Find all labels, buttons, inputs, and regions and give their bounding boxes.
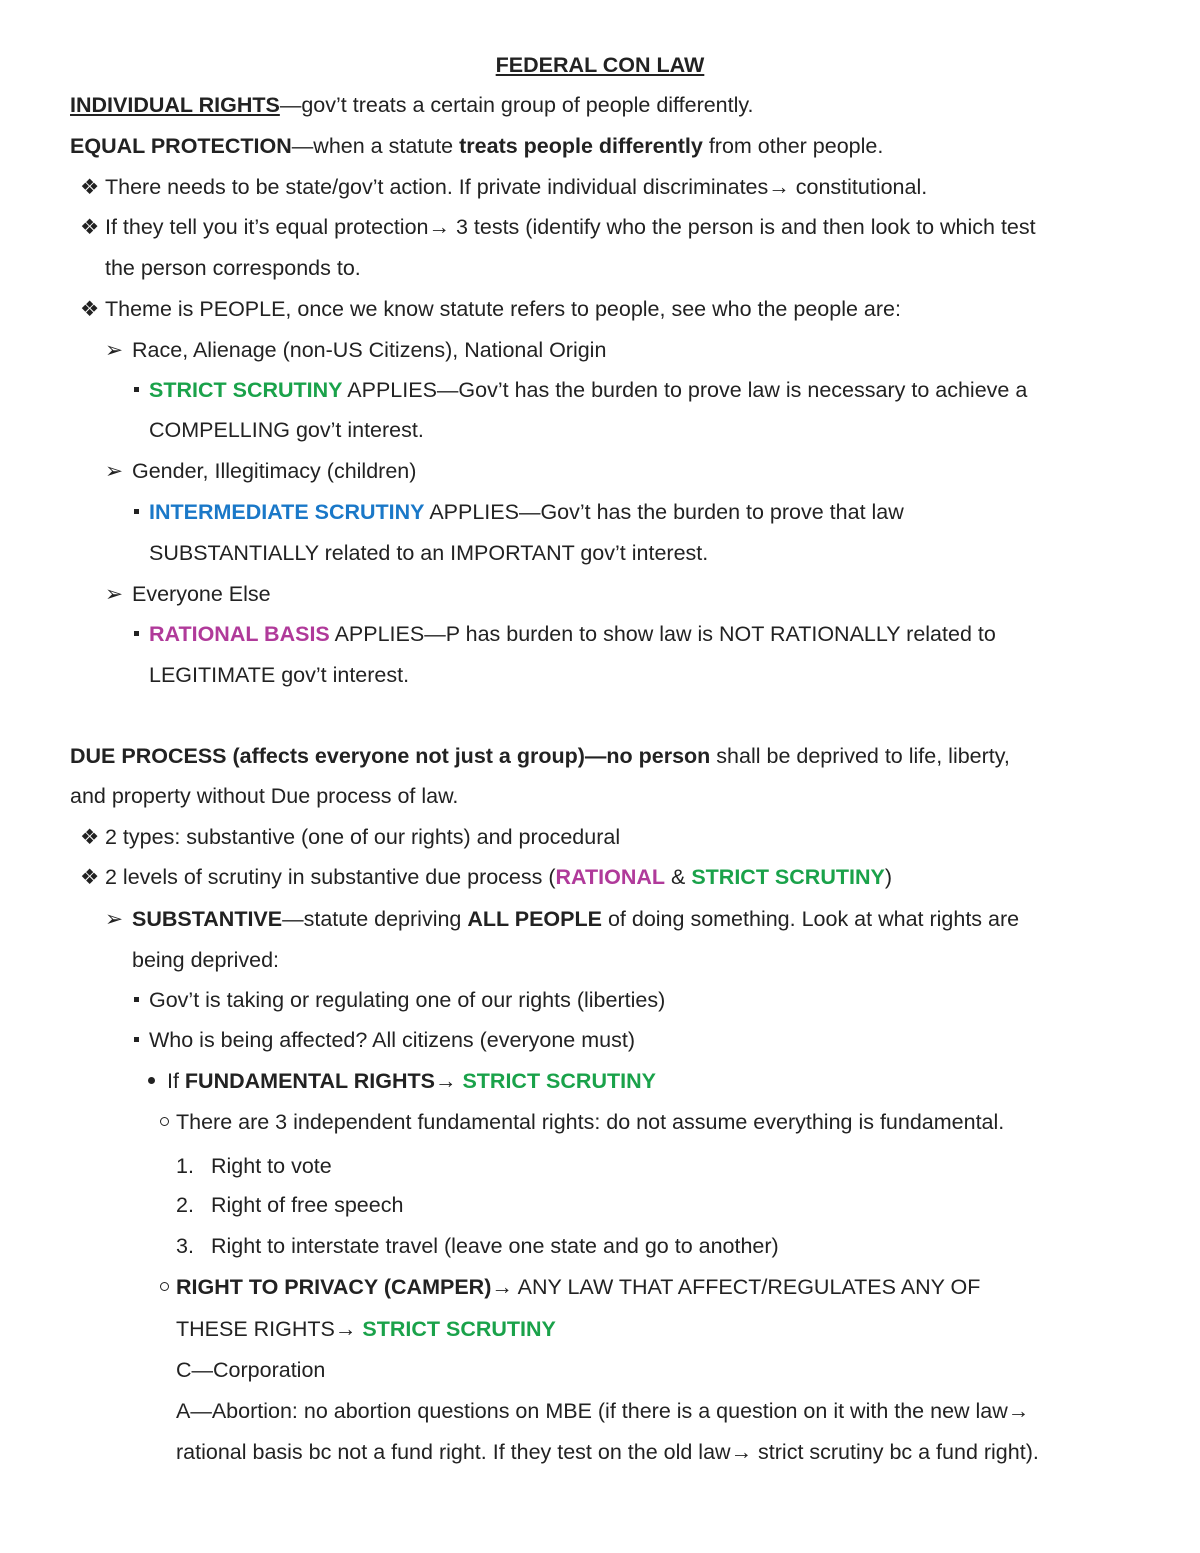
- arrow-bullet-icon: ➢: [105, 459, 124, 483]
- strict-scrutiny-rule-cont: COMPELLING gov’t interest.: [149, 418, 424, 442]
- list-item: Right to interstate travel (leave one state and go to another): [211, 1234, 779, 1258]
- diamond-bullet-icon: ❖: [80, 175, 100, 199]
- square-bullet-icon: [134, 499, 139, 525]
- individual-rights-line: INDIVIDUAL RIGHTS—gov’t treats a certain group of people differently.: [70, 93, 754, 117]
- page-title: FEDERAL CON LAW: [495, 53, 705, 77]
- diamond-bullet-icon: ❖: [80, 865, 100, 889]
- ep-bullet-1: There needs to be state/gov’t action. If private individual discriminates→ constitutional.: [105, 175, 928, 199]
- square-bullet-icon: [134, 987, 139, 1013]
- diamond-bullet-icon: ❖: [80, 215, 100, 239]
- arrow-bullet-icon: ➢: [105, 338, 124, 362]
- group-gender: Gender, Illegitimacy (children): [132, 459, 417, 483]
- list-number: 3.: [176, 1234, 194, 1258]
- right-arrow-icon: →: [334, 1317, 357, 1341]
- diamond-bullet-icon: ❖: [80, 297, 100, 321]
- substantive-line: SUBSTANTIVE—statute depriving ALL PEOPLE of doing something. Look at what rights are: [132, 907, 1020, 931]
- equal-protection-term: EQUAL PROTECTION: [70, 134, 292, 158]
- ep-bullet-3: Theme is PEOPLE, once we know statute refers to people, see who the people are:: [105, 297, 901, 321]
- camper-a-cont: rational basis bc not a fund right. If they test on the old law→ strict scrutiny bc a fund right).: [176, 1440, 1039, 1464]
- square-bullet-icon: [134, 377, 139, 403]
- intermediate-scrutiny-rule: INTERMEDIATE SCRUTINY APPLIES—Gov’t has the burden to prove that law: [149, 500, 904, 524]
- equal-protection-line: EQUAL PROTECTION—when a statute treats people differently from other people.: [70, 134, 884, 158]
- ep-bullet-2: If they tell you it’s equal protection→ 3 tests (identify who the person is and then look to which test: [105, 215, 1036, 239]
- camper-c: C—Corporation: [176, 1358, 326, 1382]
- substantive-sub-2: Who is being affected? All citizens (everyone must): [149, 1028, 635, 1052]
- list-number: 1.: [176, 1154, 194, 1178]
- intermediate-scrutiny-rule-cont: SUBSTANTIALLY related to an IMPORTANT gov’t interest.: [149, 541, 709, 565]
- independent-rights-note: There are 3 independent fundamental rights: do not assume everything is fundamental.: [176, 1110, 1005, 1134]
- due-process-cont: and property without Due process of law.: [70, 784, 459, 808]
- dot-bullet-icon: [148, 1068, 155, 1094]
- due-process-line: DUE PROCESS (affects everyone not just a group)—no person shall be deprived to life, liberty,: [70, 744, 1010, 768]
- rational-basis-rule: RATIONAL BASIS APPLIES—P has burden to show law is NOT RATIONALLY related to: [149, 622, 996, 646]
- dp-bullet-1: 2 types: substantive (one of our rights) and procedural: [105, 825, 621, 849]
- right-arrow-icon: →: [768, 175, 790, 199]
- substantive-sub-1: Gov’t is taking or regulating one of our rights (liberties): [149, 988, 666, 1012]
- group-race: Race, Alienage (non-US Citizens), National Origin: [132, 338, 607, 362]
- substantive-cont: being deprived:: [132, 948, 280, 972]
- right-arrow-icon: →: [428, 215, 450, 239]
- diamond-bullet-icon: ❖: [80, 825, 100, 849]
- fundamental-rights-line: If FUNDAMENTAL RIGHTS→ STRICT SCRUTINY: [167, 1069, 656, 1093]
- list-item: Right of free speech: [211, 1193, 404, 1217]
- right-arrow-icon: →: [434, 1069, 457, 1093]
- rational-basis-rule-cont: LEGITIMATE gov’t interest.: [149, 663, 410, 687]
- arrow-bullet-icon: ➢: [105, 582, 124, 606]
- arrow-bullet-icon: ➢: [105, 907, 124, 931]
- right-arrow-icon: →: [491, 1275, 513, 1299]
- strict-scrutiny-rule: STRICT SCRUTINY APPLIES—Gov’t has the burden to prove law is necessary to achieve a: [149, 378, 1028, 402]
- privacy-cont: THESE RIGHTS→ STRICT SCRUTINY: [176, 1317, 556, 1341]
- group-everyone-else: Everyone Else: [132, 582, 271, 606]
- circle-bullet-icon: [160, 1109, 169, 1135]
- square-bullet-icon: [134, 1027, 139, 1053]
- circle-bullet-icon: [160, 1274, 169, 1300]
- right-arrow-icon: →: [1007, 1399, 1030, 1423]
- dp-bullet-2: 2 levels of scrutiny in substantive due process (RATIONAL & STRICT SCRUTINY): [105, 865, 892, 889]
- right-arrow-icon: →: [730, 1440, 753, 1464]
- due-process-term: DUE PROCESS (affects everyone not just a group)—no person: [70, 744, 711, 768]
- square-bullet-icon: [134, 621, 139, 647]
- list-number: 2.: [176, 1193, 194, 1217]
- individual-rights-term: INDIVIDUAL RIGHTS: [70, 93, 280, 117]
- ep-bullet-2-cont: the person corresponds to.: [105, 256, 361, 280]
- camper-a: A—Abortion: no abortion questions on MBE (if there is a question on it with the new law→: [176, 1399, 1030, 1423]
- list-item: Right to vote: [211, 1154, 332, 1178]
- privacy-line: RIGHT TO PRIVACY (CAMPER)→ ANY LAW THAT AFFECT/REGULATES ANY OF: [176, 1275, 981, 1299]
